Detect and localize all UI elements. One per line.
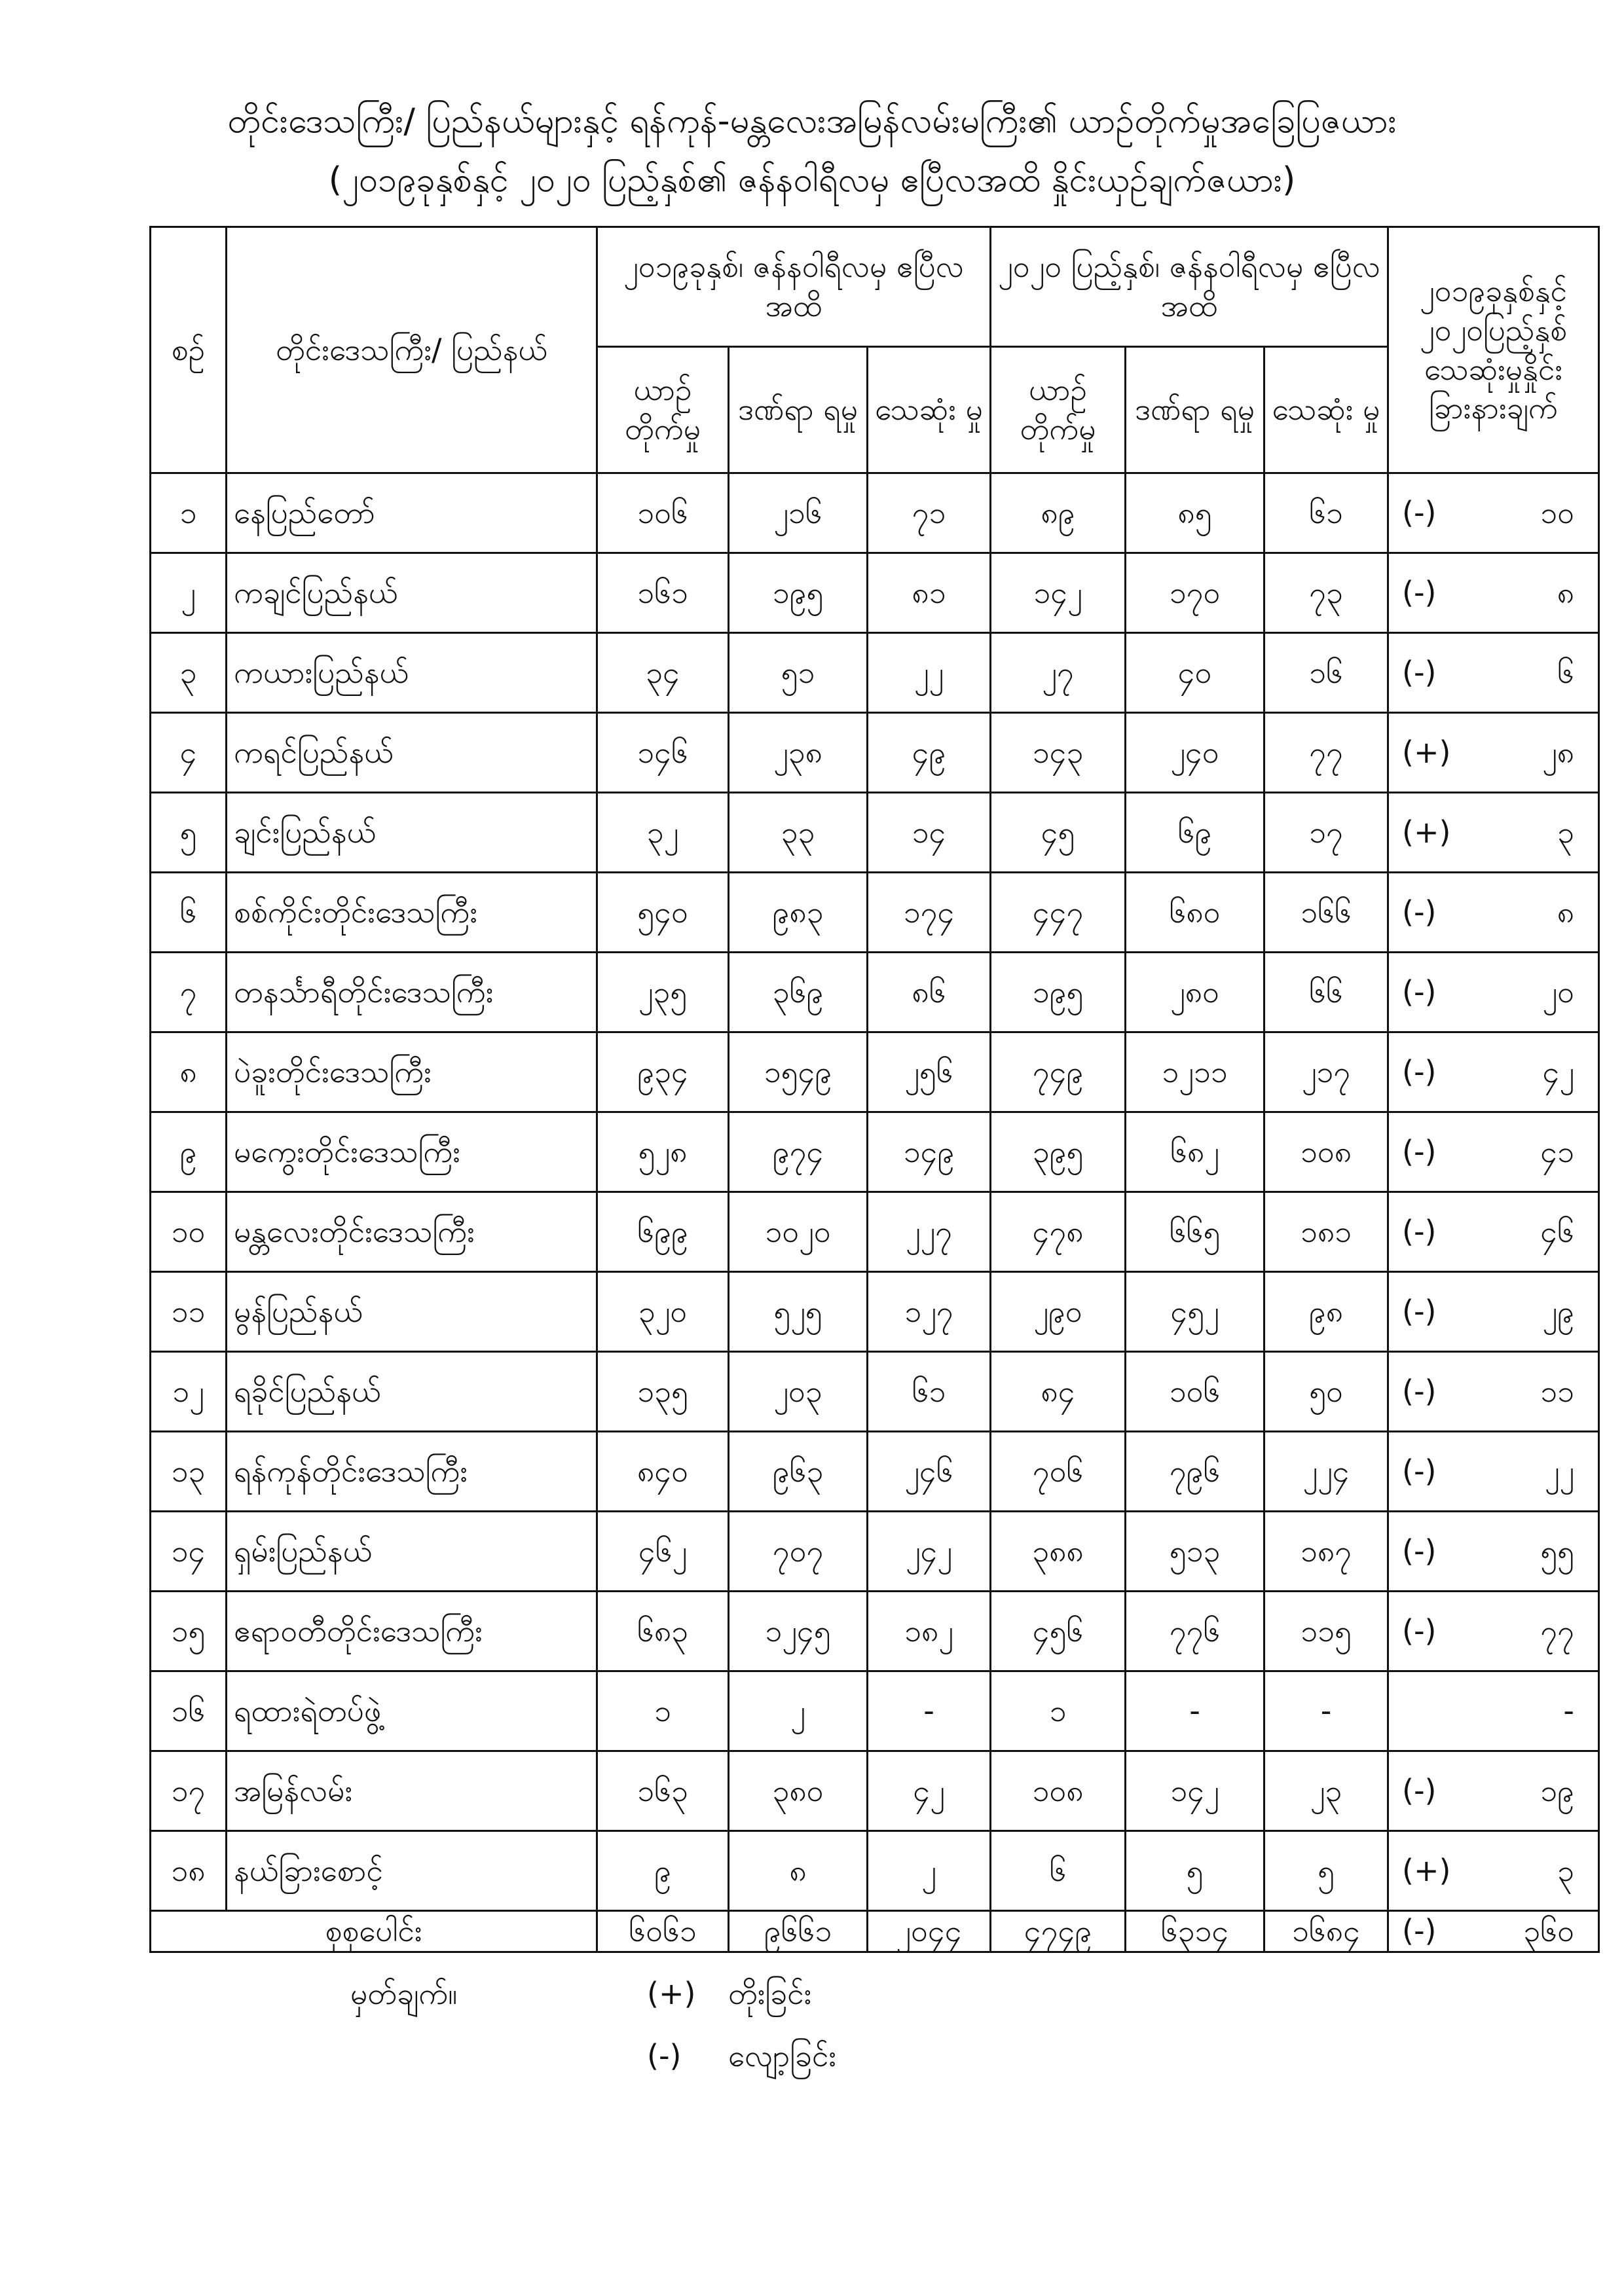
- row-difference-value: ၄၁: [1540, 1133, 1575, 1169]
- header-deaths-2019: သေဆုံး မှု: [868, 347, 991, 473]
- row-region: ရထားရဲတပ်ဖွဲ့: [227, 1671, 597, 1751]
- row-difference-sign: (-): [1402, 1293, 1437, 1329]
- row-accidents-2019: ၁၀၆: [597, 473, 729, 553]
- row-number: ၄: [151, 713, 227, 793]
- row-deaths-2019: ၇၁: [868, 473, 991, 553]
- row-deaths-2020: ၅၀: [1264, 1352, 1388, 1432]
- row-difference-value: ၄၆: [1540, 1213, 1575, 1249]
- row-injured-2020: ၈၅: [1126, 473, 1264, 553]
- row-difference-value: ၃: [1557, 1852, 1575, 1888]
- row-accidents-2020: ၇၀၆: [991, 1432, 1126, 1512]
- total-accidents-2019: ၆၀၆၁: [597, 1911, 729, 1952]
- row-region: ဧရာဝတီတိုင်းဒေသကြီး: [227, 1592, 597, 1671]
- row-accidents-2020: ၇၄၉: [991, 1032, 1126, 1112]
- row-accidents-2019: ၂၃၅: [597, 953, 729, 1032]
- row-injured-2020: -: [1126, 1671, 1264, 1751]
- row-region: ကရင်ပြည်နယ်: [227, 713, 597, 793]
- row-injured-2019: ၁၉၅: [729, 553, 868, 633]
- row-difference: [1388, 793, 1599, 873]
- header-accidents-2020: ယာဉ် တိုက်မှု: [991, 347, 1126, 473]
- row-accidents-2019: ၁၆၃: [597, 1751, 729, 1831]
- row-difference-value: ၅၅: [1540, 1533, 1575, 1569]
- row-deaths-2020: ၁၆: [1264, 633, 1388, 713]
- header-injured-2019: ဒဏ်ရာ ရမှု: [729, 347, 868, 473]
- header-accidents-2019: ယာဉ် တိုက်မှု: [597, 347, 729, 473]
- header-injured-2020: ဒဏ်ရာ ရမှု: [1126, 347, 1264, 473]
- row-injured-2019: ၁၀၂၀: [729, 1192, 868, 1272]
- table-row: [151, 1112, 1599, 1192]
- row-difference-sign: (-): [1402, 1373, 1437, 1409]
- row-injured-2020: ၅: [1126, 1831, 1264, 1911]
- header-compare: ၂၀၁၉ခုနှစ်နှင့် ၂၀၂၀ပြည့်နှစ် သေဆုံးမှုနှိုင်း ခြားနားချက်: [1388, 227, 1599, 473]
- row-difference: [1388, 1192, 1599, 1272]
- row-number: ၁၅: [151, 1592, 227, 1671]
- row-deaths-2019: ၁၈၂: [868, 1592, 991, 1671]
- table-row: [151, 1352, 1599, 1432]
- document-subtitle: (၂၀၁၉ခုနှစ်နှင့် ၂၀၂၀ ပြည့်နှစ်၏ ဇန်နဝါရီလမှ ဧပြီလအထိ နှိုင်းယှဉ်ချက်ဇယား): [328, 160, 1296, 200]
- row-region: ကချင်ပြည်နယ်: [227, 553, 597, 633]
- row-accidents-2020: ၁၉၅: [991, 953, 1126, 1032]
- row-difference-value: ၆: [1557, 654, 1575, 690]
- row-injured-2019: ၁၅၄၉: [729, 1032, 868, 1112]
- row-difference: [1388, 1032, 1599, 1112]
- row-difference-sign: (-): [1402, 1613, 1437, 1649]
- header-no: စဉ်: [151, 227, 227, 473]
- row-injured-2019: ၁၂၄၅: [729, 1592, 868, 1671]
- row-accidents-2019: ၉၃၄: [597, 1032, 729, 1112]
- row-difference: [1388, 873, 1599, 953]
- row-difference-sign: (-): [1402, 1453, 1437, 1489]
- row-accidents-2020: ၁၀၈: [991, 1751, 1126, 1831]
- row-region: ရခိုင်ပြည်နယ်: [227, 1352, 597, 1432]
- table-row: [151, 1272, 1599, 1352]
- row-injured-2020: ၁၇၀: [1126, 553, 1264, 633]
- note-minus-text: လျော့ခြင်း: [728, 2038, 837, 2073]
- row-deaths-2019: ၂၄၂: [868, 1512, 991, 1592]
- row-difference: [1388, 473, 1599, 553]
- row-deaths-2019: ၂၄၆: [868, 1432, 991, 1512]
- row-difference-sign: (-): [1402, 1533, 1437, 1569]
- row-injured-2019: ၂: [729, 1671, 868, 1751]
- row-difference-value: ၃: [1557, 814, 1575, 850]
- row-difference-sign: (-): [1402, 1133, 1437, 1169]
- row-injured-2019: ၅၁: [729, 633, 868, 713]
- row-difference-value: ၈: [1557, 574, 1575, 610]
- row-injured-2019: ၃၈၀: [729, 1751, 868, 1831]
- row-accidents-2019: ၃၂: [597, 793, 729, 873]
- row-difference-sign: (-): [1402, 1053, 1437, 1089]
- table-row: [151, 793, 1599, 873]
- row-deaths-2019: ၈၆: [868, 953, 991, 1032]
- row-accidents-2019: ၃၄: [597, 633, 729, 713]
- row-deaths-2020: ၁၀၈: [1264, 1112, 1388, 1192]
- row-accidents-2019: ၃၂၀: [597, 1272, 729, 1352]
- note-plus-sign: (+): [647, 1976, 696, 2011]
- row-number: ၂: [151, 553, 227, 633]
- row-difference: [1388, 1432, 1599, 1512]
- row-deaths-2020: ၉၈: [1264, 1272, 1388, 1352]
- row-number: ၁၄: [151, 1512, 227, 1592]
- row-injured-2019: ၃၆၉: [729, 953, 868, 1032]
- row-region: ပဲခူးတိုင်းဒေသကြီး: [227, 1032, 597, 1112]
- row-difference-value: ၂၀: [1542, 974, 1575, 1010]
- row-deaths-2019: ၂: [868, 1831, 991, 1911]
- row-deaths-2019: ၁၄၉: [868, 1112, 991, 1192]
- row-number: ၁၂: [151, 1352, 227, 1432]
- row-difference: [1388, 713, 1599, 793]
- row-accidents-2020: ၃၈၈: [991, 1512, 1126, 1592]
- row-deaths-2019: ၄၉: [868, 713, 991, 793]
- row-deaths-2019: ၁၄: [868, 793, 991, 873]
- note-label: မှတ်ချက်။: [350, 1976, 458, 2011]
- row-injured-2019: ၃၃: [729, 793, 868, 873]
- row-deaths-2020: ၂၁၇: [1264, 1032, 1388, 1112]
- row-deaths-2019: ၂၅၆: [868, 1032, 991, 1112]
- row-accidents-2020: ၁၄၃: [991, 713, 1126, 793]
- row-region: စစ်ကိုင်းတိုင်းဒေသကြီး: [227, 873, 597, 953]
- table-row: [151, 1592, 1599, 1671]
- row-difference: [1388, 1352, 1599, 1432]
- note-plus-text: တိုးခြင်း: [728, 1976, 812, 2011]
- row-injured-2019: ၉၈၃: [729, 873, 868, 953]
- row-accidents-2019: ၄၆၂: [597, 1512, 729, 1592]
- row-number: ၅: [151, 793, 227, 873]
- row-accidents-2020: ၈၉: [991, 473, 1126, 553]
- header-group-2019: ၂၀၁၉ခုနှစ်၊ ဇန်နဝါရီလမှ ဧပြီလအထိ: [597, 227, 991, 347]
- table-row: [151, 1192, 1599, 1272]
- row-accidents-2019: ၁: [597, 1671, 729, 1751]
- row-accidents-2020: ၃၉၅: [991, 1112, 1126, 1192]
- row-difference-sign: (+): [1402, 814, 1451, 850]
- row-difference: [1388, 1112, 1599, 1192]
- row-number: ၁၁: [151, 1272, 227, 1352]
- table-row: [151, 1512, 1599, 1592]
- row-region: မွန်ပြည်နယ်: [227, 1272, 597, 1352]
- total-label: စုစုပေါင်း: [151, 1911, 597, 1952]
- row-deaths-2020: ၁၁၅: [1264, 1592, 1388, 1671]
- row-difference-sign: (+): [1402, 1852, 1451, 1888]
- row-difference-sign: (-): [1402, 894, 1437, 930]
- row-accidents-2020: ၄၇၈: [991, 1192, 1126, 1272]
- row-number: ၁၇: [151, 1751, 227, 1831]
- row-deaths-2019: ၆၁: [868, 1352, 991, 1432]
- accident-comparison-table: [149, 226, 1600, 1953]
- total-row: [151, 1911, 1599, 1952]
- row-injured-2019: ၈: [729, 1831, 868, 1911]
- row-accidents-2020: ၂၇: [991, 633, 1126, 713]
- row-injured-2020: ၄၅၂: [1126, 1272, 1264, 1352]
- row-difference-value: ၈: [1557, 894, 1575, 930]
- row-deaths-2019: ၈၁: [868, 553, 991, 633]
- row-difference: [1388, 553, 1599, 633]
- row-accidents-2020: ၂၉၀: [991, 1272, 1126, 1352]
- row-injured-2020: ၂၈၀: [1126, 953, 1264, 1032]
- row-accidents-2019: ၉: [597, 1831, 729, 1911]
- header-region: တိုင်းဒေသကြီး/ ပြည်နယ်: [227, 227, 597, 473]
- row-injured-2020: ၆၈၂: [1126, 1112, 1264, 1192]
- row-injured-2019: ၂၃၈: [729, 713, 868, 793]
- table-row: [151, 473, 1599, 553]
- row-number: ၆: [151, 873, 227, 953]
- row-deaths-2020: ၇၇: [1264, 713, 1388, 793]
- row-deaths-2020: ၁၈၇: [1264, 1512, 1388, 1592]
- row-difference-value: ၁၉: [1540, 1772, 1575, 1808]
- row-difference-value: ၁၀: [1540, 494, 1575, 530]
- row-difference-sign: (-): [1402, 574, 1437, 610]
- header-deaths-2020: သေဆုံး မှု: [1264, 347, 1388, 473]
- row-number: ၁၃: [151, 1432, 227, 1512]
- total-difference-sign: (-): [1402, 1913, 1437, 1948]
- row-injured-2020: ၇၇၆: [1126, 1592, 1264, 1671]
- row-injured-2020: ၂၄၀: [1126, 713, 1264, 793]
- row-injured-2019: ၉၆၃: [729, 1432, 868, 1512]
- row-accidents-2020: ၄၄၇: [991, 873, 1126, 953]
- total-difference-value: ၃၆၀: [1523, 1913, 1575, 1948]
- row-accidents-2019: ၆၉၉: [597, 1192, 729, 1272]
- row-region: ကယားပြည်နယ်: [227, 633, 597, 713]
- row-injured-2020: ၁၄၂: [1126, 1751, 1264, 1831]
- row-number: ၁၈: [151, 1831, 227, 1911]
- row-injured-2020: ၄၀: [1126, 633, 1264, 713]
- row-number: ၈: [151, 1032, 227, 1112]
- row-deaths-2019: ၄၂: [868, 1751, 991, 1831]
- row-difference: [1388, 1512, 1599, 1592]
- row-deaths-2020: ၁၆၆: [1264, 873, 1388, 953]
- row-difference: [1388, 1592, 1599, 1671]
- row-region: ချင်းပြည်နယ်: [227, 793, 597, 873]
- row-injured-2020: ၆၆၅: [1126, 1192, 1264, 1272]
- row-number: ၁၆: [151, 1671, 227, 1751]
- total-deaths-2019: ၂၀၄၄: [868, 1911, 991, 1952]
- row-deaths-2020: ၂၂၄: [1264, 1432, 1388, 1512]
- row-deaths-2020: ၁၇: [1264, 793, 1388, 873]
- row-deaths-2020: ၇၃: [1264, 553, 1388, 633]
- note-minus-sign: (-): [647, 2038, 682, 2073]
- table-row: [151, 1671, 1599, 1751]
- row-accidents-2019: ၈၄၀: [597, 1432, 729, 1512]
- row-accidents-2020: ၁: [991, 1671, 1126, 1751]
- row-region: ရန်ကုန်တိုင်းဒေသကြီး: [227, 1432, 597, 1512]
- row-difference: [1388, 1671, 1599, 1751]
- row-number: ၃: [151, 633, 227, 713]
- table-row: [151, 713, 1599, 793]
- row-injured-2019: ၇၀၇: [729, 1512, 868, 1592]
- table-row: [151, 1032, 1599, 1112]
- row-deaths-2019: ၂၂၇: [868, 1192, 991, 1272]
- row-accidents-2020: ၁၄၂: [991, 553, 1126, 633]
- row-difference-sign: (+): [1402, 734, 1451, 770]
- table-row: [151, 1751, 1599, 1831]
- row-accidents-2019: ၁၆၁: [597, 553, 729, 633]
- row-injured-2020: ၁၂၁၁: [1126, 1032, 1264, 1112]
- row-deaths-2020: ၅: [1264, 1831, 1388, 1911]
- row-region: မန္တလေးတိုင်းဒေသကြီး: [227, 1192, 597, 1272]
- row-accidents-2019: ၅၄၀: [597, 873, 729, 953]
- row-difference: [1388, 1831, 1599, 1911]
- row-region: မကွေးတိုင်းဒေသကြီး: [227, 1112, 597, 1192]
- row-accidents-2020: ၈၄: [991, 1352, 1126, 1432]
- row-accidents-2019: ၁၄၆: [597, 713, 729, 793]
- row-accidents-2020: ၆: [991, 1831, 1126, 1911]
- row-accidents-2019: ၆၈၃: [597, 1592, 729, 1671]
- row-region: တနင်္သာရီတိုင်းဒေသကြီး: [227, 953, 597, 1032]
- total-difference: [1388, 1911, 1599, 1952]
- row-difference: [1388, 633, 1599, 713]
- row-accidents-2020: ၄၅: [991, 793, 1126, 873]
- row-injured-2019: ၅၂၅: [729, 1272, 868, 1352]
- row-difference-value: ၂၂: [1544, 1453, 1575, 1489]
- row-difference-value: -: [1563, 1692, 1575, 1728]
- table-row: [151, 953, 1599, 1032]
- row-injured-2020: ၅၁၃: [1126, 1512, 1264, 1592]
- row-accidents-2020: ၄၅၆: [991, 1592, 1126, 1671]
- row-deaths-2020: ၁၈၁: [1264, 1192, 1388, 1272]
- row-difference-sign: (-): [1402, 974, 1437, 1010]
- table-row: [151, 1432, 1599, 1512]
- row-injured-2020: ၆၈၀: [1126, 873, 1264, 953]
- total-injured-2019: ၉၆၆၁: [729, 1911, 868, 1952]
- row-deaths-2020: -: [1264, 1671, 1388, 1751]
- total-accidents-2020: ၄၇၄၉: [991, 1911, 1126, 1952]
- table-row: [151, 1831, 1599, 1911]
- row-difference-sign: (-): [1402, 1213, 1437, 1249]
- total-injured-2020: ၆၃၁၄: [1126, 1911, 1264, 1952]
- row-difference: [1388, 1751, 1599, 1831]
- row-number: ၇: [151, 953, 227, 1032]
- table-row: [151, 873, 1599, 953]
- row-deaths-2020: ၂၃: [1264, 1751, 1388, 1831]
- row-difference-value: ၂၉: [1542, 1293, 1575, 1329]
- row-region: နေပြည်တော်: [227, 473, 597, 553]
- table-row: [151, 553, 1599, 633]
- row-region: အမြန်လမ်း: [227, 1751, 597, 1831]
- total-deaths-2020: ၁၆၈၄: [1264, 1911, 1388, 1952]
- row-deaths-2019: ၂၂: [868, 633, 991, 713]
- row-accidents-2019: ၁၃၅: [597, 1352, 729, 1432]
- row-difference-value: ၄၂: [1542, 1053, 1575, 1089]
- row-accidents-2019: ၅၂၈: [597, 1112, 729, 1192]
- row-deaths-2019: ၁၂၇: [868, 1272, 991, 1352]
- row-difference-value: ၁၁: [1540, 1373, 1575, 1409]
- row-deaths-2019: ၁၇၄: [868, 873, 991, 953]
- row-region: ရှမ်းပြည်နယ်: [227, 1512, 597, 1592]
- row-injured-2019: ၂၀၃: [729, 1352, 868, 1432]
- row-injured-2019: ၉၇၄: [729, 1112, 868, 1192]
- row-deaths-2019: -: [868, 1671, 991, 1751]
- document-title: တိုင်းဒေသကြီး/ ပြည်နယ်များနှင့် ရန်ကုန်-မန္တလေးအမြန်လမ်းမကြီး၏ ယာဉ်တိုက်မှုအခြေပြဇယား: [227, 101, 1397, 141]
- row-difference-value: ၂၈: [1542, 734, 1575, 770]
- row-deaths-2020: ၆၁: [1264, 473, 1388, 553]
- row-region: နယ်ခြားစောင့်: [227, 1831, 597, 1911]
- row-number: ၁၀: [151, 1192, 227, 1272]
- row-injured-2020: ၆၉: [1126, 793, 1264, 873]
- table-row: [151, 633, 1599, 713]
- row-difference: [1388, 1272, 1599, 1352]
- header-group-2020: ၂၀၂၀ ပြည့်နှစ်၊ ဇန်နဝါရီလမှ ဧပြီလအထိ: [991, 227, 1388, 347]
- row-number: ၁: [151, 473, 227, 553]
- row-injured-2020: ၇၉၆: [1126, 1432, 1264, 1512]
- row-difference-sign: (-): [1402, 494, 1437, 530]
- row-difference-sign: (-): [1402, 654, 1437, 690]
- row-difference-value: ၇၇: [1540, 1613, 1575, 1649]
- row-difference: [1388, 953, 1599, 1032]
- row-deaths-2020: ၆၆: [1264, 953, 1388, 1032]
- row-injured-2019: ၂၁၆: [729, 473, 868, 553]
- row-injured-2020: ၁၀၆: [1126, 1352, 1264, 1432]
- row-difference-sign: (-): [1402, 1772, 1437, 1808]
- row-number: ၉: [151, 1112, 227, 1192]
